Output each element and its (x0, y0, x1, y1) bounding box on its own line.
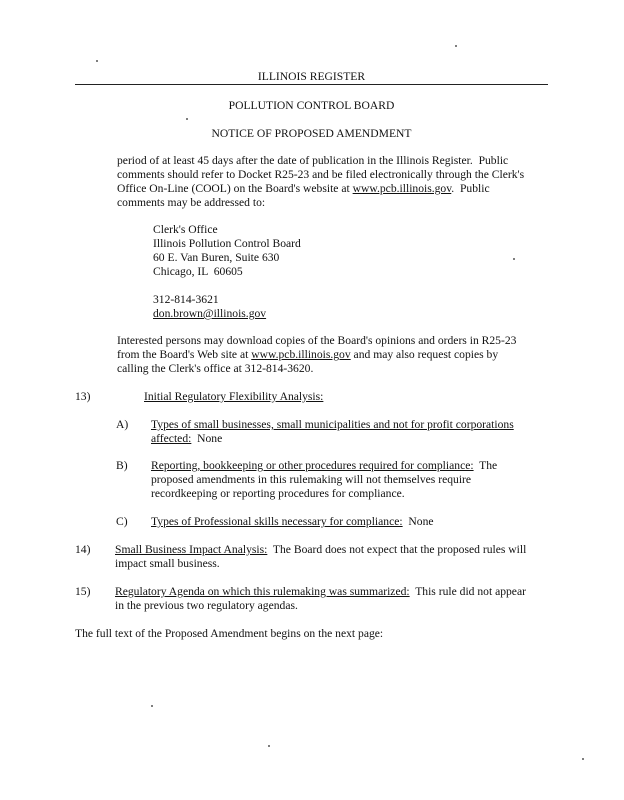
item-13a-title-line-1: Types of small businesses, small municipalities and not for profit corporations (151, 418, 514, 431)
item-13b-text-2: proposed amendments in this rulemaking will not themselves require (151, 473, 472, 486)
scan-speck (96, 60, 98, 62)
download-line-3: calling the Clerk's office at 312-814-3620. (117, 362, 314, 375)
email-link[interactable]: don.brown@illinois.gov (153, 307, 267, 320)
scan-speck (151, 705, 153, 707)
item-14-text-1: The Board does not expect that the proposed rules will (267, 543, 527, 556)
item-13c-title: Types of Professional skills necessary for compliance: (151, 515, 403, 528)
item-13c-line (151, 515, 434, 529)
address-line-4: Chicago, IL 60605 (153, 265, 243, 278)
download-line-2-text: from the Board's Web site at (117, 348, 252, 361)
intro-line-3-text: Office On-Line (COOL) on the Board's website at (117, 182, 353, 195)
item-15-line-1 (115, 585, 526, 599)
item-13b-title: Reporting, bookkeeping or other procedures required for compliance: (151, 459, 474, 472)
item-13-number: 13) (75, 390, 91, 403)
board-website-link[interactable]: www.pcb.illinois.gov (352, 182, 452, 195)
item-13a-title-line-2: affected: (151, 432, 192, 445)
scan-speck (268, 745, 270, 747)
item-13b-text-3: recordkeeping or reporting procedures for compliance. (151, 487, 405, 500)
item-15-number: 15) (75, 585, 91, 598)
item-14-text-2: impact small business. (115, 557, 220, 570)
item-14-number: 14) (75, 543, 91, 556)
register-title: ILLINOIS REGISTER (257, 70, 366, 83)
agency-name: POLLUTION CONTROL BOARD (228, 99, 395, 112)
download-line-1: Interested persons may download copies of the Board's opinions and orders in R25-23 (117, 334, 517, 347)
item-15-text-2: in the previous two regulatory agendas. (115, 599, 298, 612)
intro-line-4: comments may be addressed to: (117, 196, 266, 209)
item-13a-line-2 (151, 432, 222, 446)
intro-line-3-tail: . Public (451, 182, 490, 195)
intro-line-2: comments should refer to Docket R25-23 and be filed electronically through the Clerk's (117, 168, 525, 181)
download-website-link[interactable]: www.pcb.illinois.gov (251, 348, 351, 361)
item-14-title: Small Business Impact Analysis: (115, 543, 268, 556)
item-15-text-1: This rule did not appear (409, 585, 526, 598)
item-15-title: Regulatory Agenda on which this rulemaking was summarized: (115, 585, 410, 598)
scan-speck (513, 258, 515, 260)
item-13c-text: None (402, 515, 434, 528)
download-line-2-tail: and may also request copies by (350, 348, 499, 361)
scan-speck (582, 758, 584, 760)
header-rule (75, 84, 548, 85)
item-13-title: Initial Regulatory Flexibility Analysis: (144, 390, 324, 403)
download-line-2 (117, 348, 547, 362)
scan-speck (455, 45, 457, 47)
item-13a-text: None (191, 432, 223, 445)
item-13a-label: A) (116, 418, 129, 431)
intro-line-1: period of at least 45 days after the date of publication in the Illinois Register. Public (117, 154, 509, 167)
address-line-3: 60 E. Van Buren, Suite 630 (153, 251, 280, 264)
address-line-1: Clerk's Office (153, 223, 218, 236)
intro-line-3 (117, 182, 547, 196)
closing-line: The full text of the Proposed Amendment begins on the next page: (75, 627, 384, 640)
item-13b-label: B) (116, 459, 128, 472)
address-line-2: Illinois Pollution Control Board (153, 237, 301, 250)
item-13b-text-1: The (473, 459, 498, 472)
item-14-line-1 (115, 543, 526, 557)
scan-speck (186, 118, 188, 120)
item-13b-line-1 (151, 459, 497, 473)
phone-number: 312-814-3621 (153, 293, 219, 306)
notice-title: NOTICE OF PROPOSED AMENDMENT (211, 127, 412, 140)
item-13c-label: C) (116, 515, 128, 528)
